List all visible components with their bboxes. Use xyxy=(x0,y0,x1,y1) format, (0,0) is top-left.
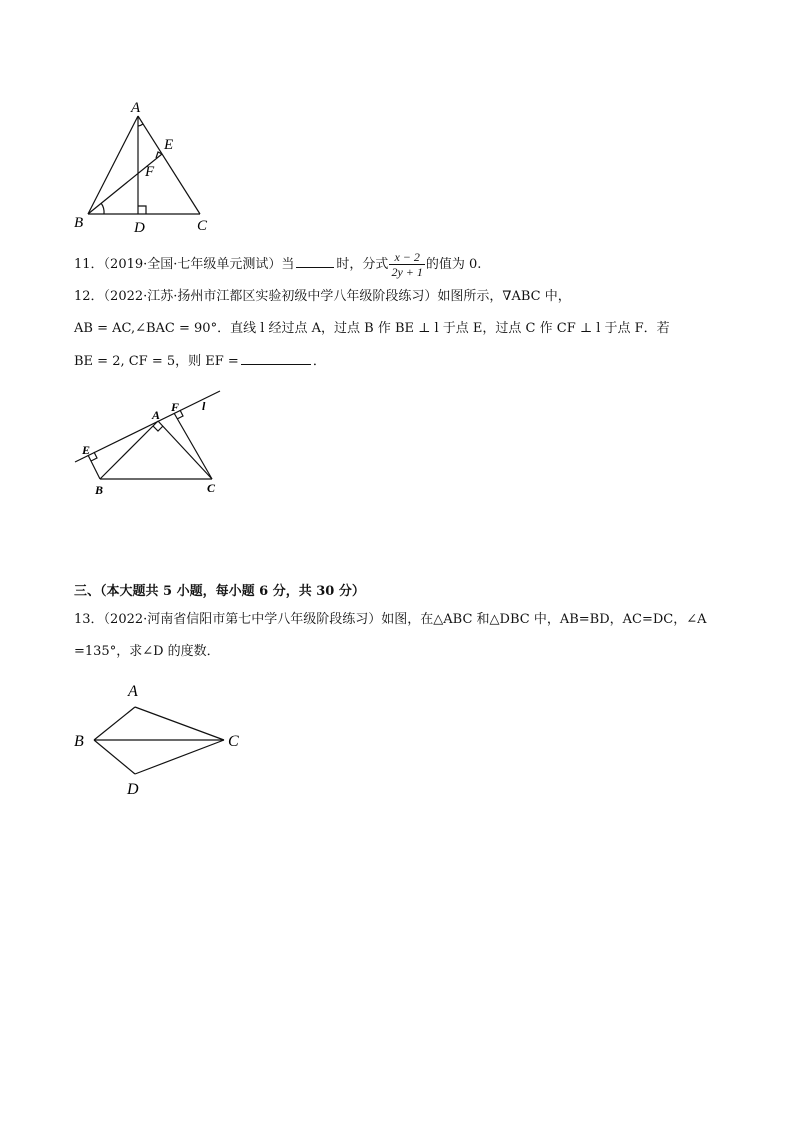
fig1-label-c: C xyxy=(197,218,208,234)
q13-source: （2022·河南省信阳市第七中学八年级阶段练习） xyxy=(103,612,382,627)
q12-number: 12． xyxy=(74,289,104,304)
fig1-label-d: D xyxy=(134,220,145,236)
q12-line2: AB = AC,∠BAC = 90°．直线 l 经过点 A，过点 B 作 BE ⊥ l 于点 E，过点 C 作 CF ⊥ l 于点 F．若 xyxy=(74,321,670,336)
q13-line1-tail: 如图，在△ABC 和△DBC 中，AB=BD，AC=DC，∠A xyxy=(381,612,707,627)
q11-fraction xyxy=(389,250,424,279)
section-3-heading: 三、（本大题共 5 小题，每小题 6 分，共 30 分） xyxy=(74,584,365,599)
fig1-label-e: E xyxy=(164,137,174,153)
fig3-label-d: D xyxy=(127,781,139,798)
q11-text-after: 的值为 0. xyxy=(425,257,482,272)
figure-kite-triangles xyxy=(70,678,260,803)
question-13-line-2 xyxy=(74,642,220,662)
q11-text-before: 当 xyxy=(281,257,295,272)
q12-line3-pre: BE = 2, CF = 5，则 EF = xyxy=(74,354,239,369)
fig2-label-f: F xyxy=(171,400,180,414)
question-11 xyxy=(74,250,481,279)
q11-answer-blank[interactable] xyxy=(296,254,334,268)
q11-frac-denominator: 2y + 1 xyxy=(391,265,423,279)
question-12-line-1 xyxy=(74,287,571,307)
question-13-line-1 xyxy=(74,610,707,630)
question-12-line-2 xyxy=(74,319,670,339)
figure-line-perpendiculars xyxy=(70,384,230,499)
figure-triangle-altitudes xyxy=(70,96,220,236)
fig1-label-b: B xyxy=(74,215,84,231)
fig1-label-a: A xyxy=(131,100,141,116)
q13-number: 13． xyxy=(74,612,104,627)
fig2-label-e: E xyxy=(82,443,91,457)
fig3-label-b: B xyxy=(74,733,84,750)
fig2-label-l: l xyxy=(202,399,206,413)
fig3-label-a: A xyxy=(128,683,138,700)
q11-source: （2019·全国·七年级单元测试） xyxy=(103,257,282,272)
q12-line3-post: ． xyxy=(312,354,326,369)
q11-frac-numerator: x − 2 xyxy=(389,250,424,265)
fig2-label-a: A xyxy=(152,408,161,422)
fig2-label-b: B xyxy=(95,483,104,497)
question-12-line-3 xyxy=(74,351,326,372)
fig1-label-f: F xyxy=(145,164,155,180)
fig3-label-c: C xyxy=(228,733,239,750)
q13-line2: =135°，求∠D 的度数． xyxy=(74,644,220,659)
q11-text-mid: 时，分式 xyxy=(336,257,389,272)
q11-number: 11． xyxy=(74,257,104,272)
q12-answer-blank[interactable] xyxy=(241,351,311,365)
q12-source: （2022·江苏·扬州市江都区实验初级中学八年级阶段练习） xyxy=(103,289,438,304)
fig2-label-c: C xyxy=(207,481,216,495)
q12-line1-tail: 如图所示，∇ABC 中， xyxy=(437,289,571,304)
